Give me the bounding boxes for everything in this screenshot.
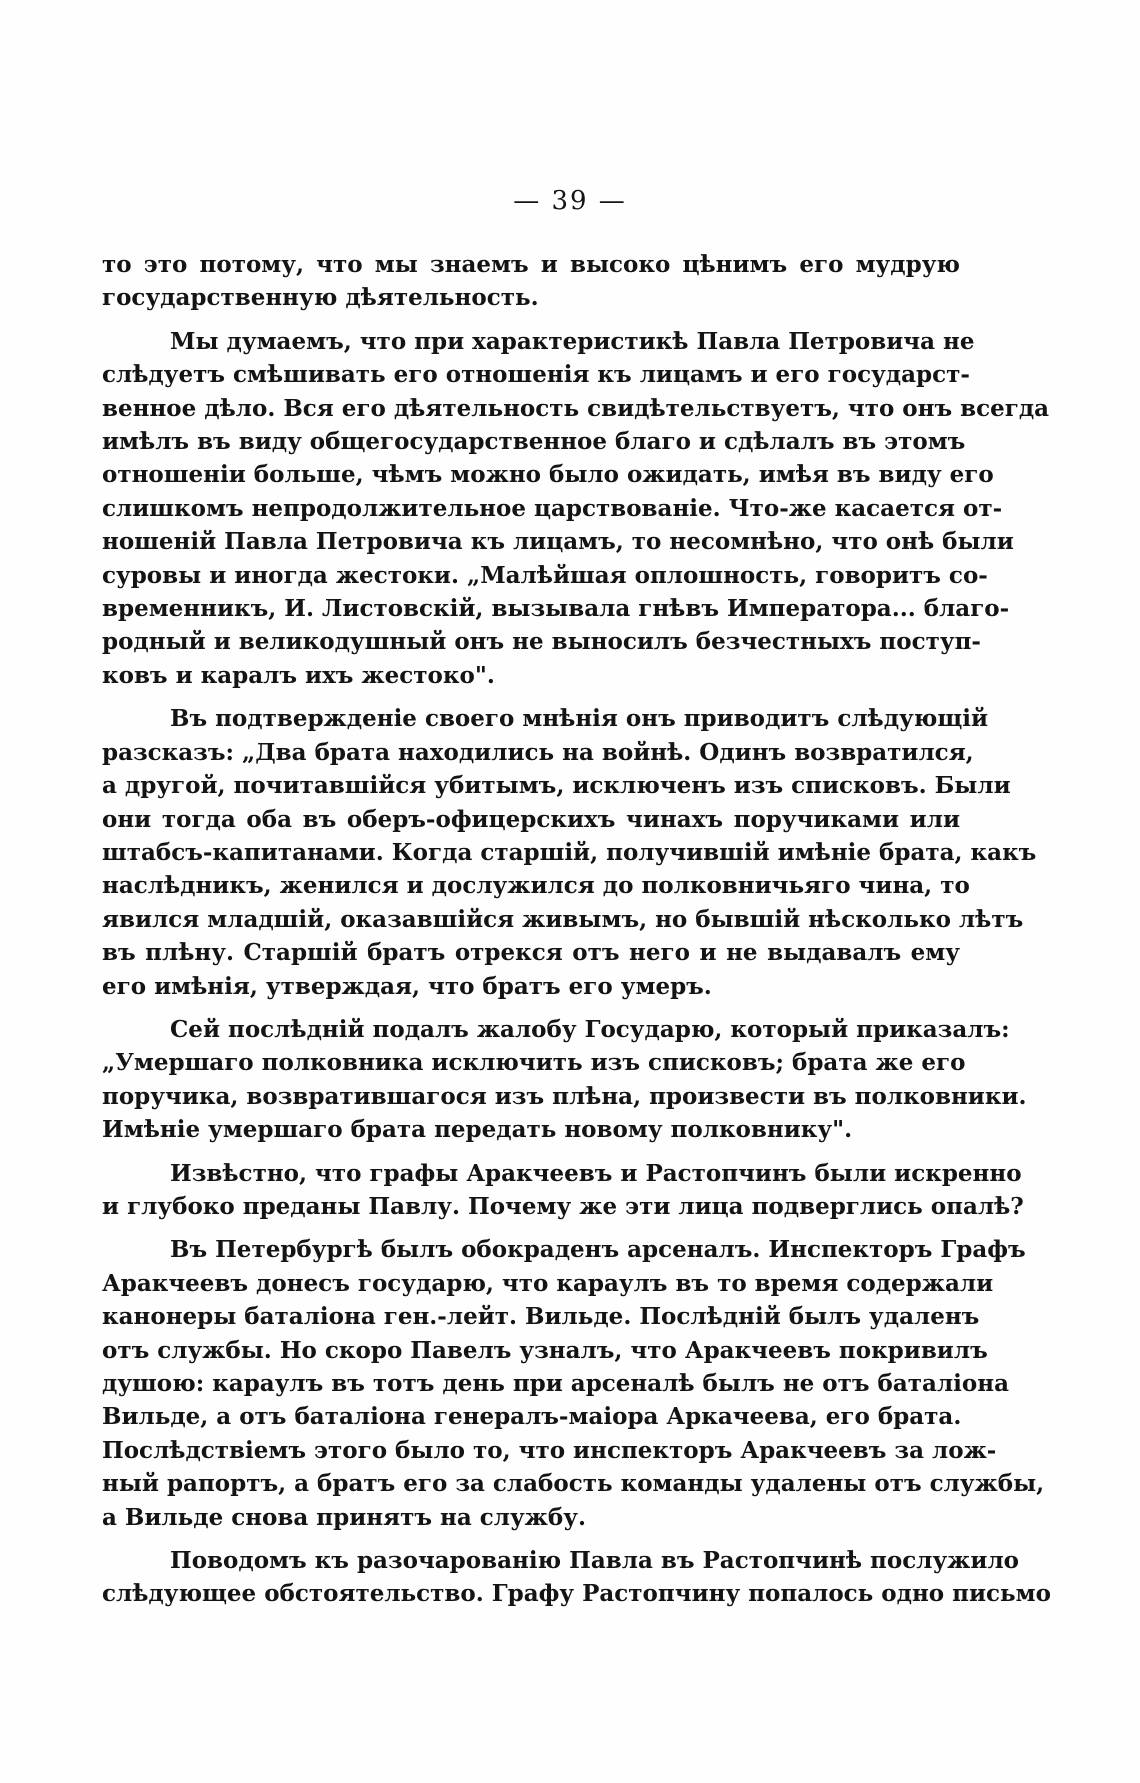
text-line: слѣдуетъ смѣшивать его отношенія къ лицамъ и его государст- [102, 361, 970, 389]
text-line: родный и великодушный онъ не выносилъ безчестныхъ поступ- [102, 628, 981, 656]
text-line: штабсъ-капитанами. Когда старшій, получившій имѣніе брата, какъ [102, 838, 1037, 866]
text-line: душою: караулъ въ тотъ день при арсеналѣ былъ не отъ баталіона [102, 1370, 1009, 1397]
text-line: Сей послѣдній подалъ жалобу Государю, который приказалъ: [170, 1015, 1010, 1043]
paragraph [102, 1233, 1045, 1534]
text-line: временникъ, И. Листовскій, вызывала гнѣвъ Императора... благо- [102, 595, 1010, 623]
paragraph [102, 1157, 1024, 1224]
text-line: разсказъ: „Два брата находились на войнѣ. Одинъ возвратился, [102, 738, 974, 766]
text-line: въ плѣну. Старшій братъ отрекся отъ него и не выдавалъ ему [102, 939, 960, 967]
text-line: отношеніи больше, чѣмъ можно было ожидать, имѣя въ виду его [102, 461, 994, 489]
text-line: Имѣніе умершаго брата передать новому полковнику". [102, 1116, 853, 1144]
text-line: „Умершаго полковника исключить изъ списковъ; брата же его [102, 1049, 966, 1077]
text-line: Мы думаемъ, что при характеристикѣ Павла Петровича не [170, 327, 975, 355]
text-line: суровы и иногда жестоки. „Малѣйшая оплошность, говоритъ со- [102, 561, 988, 589]
paragraph [102, 325, 1050, 692]
text-line: Поводомъ къ разочарованію Павла въ Растопчинѣ послужило [170, 1547, 1020, 1575]
text-line: они тогда оба въ оберъ-офицерскихъ чинахъ поручиками или [102, 805, 960, 833]
text-line: слишкомъ непродолжительное царствованіе. Что-же касается от- [102, 494, 1003, 522]
paragraph [102, 702, 1037, 1003]
text-line: Послѣдствіемъ этого было то, что инспекторъ Аракчеевъ за лож- [102, 1436, 997, 1464]
paragraph [102, 248, 960, 315]
text-line: наслѣдникъ, женился и дослужился до полковничьяго чина, то [102, 872, 970, 900]
text-line: канонеры баталіона ген.-лейт. Вильде. Послѣдній былъ удаленъ [102, 1303, 980, 1331]
paragraph [102, 1013, 1027, 1147]
text-line: Вильде, а отъ баталіона генералъ-маіора Аркачеева, его брата. [102, 1403, 962, 1431]
text-line: венное дѣло. Вся его дѣятельность свидѣтельствуетъ, что онъ всегда [102, 394, 1050, 422]
page-number: — 39 — [513, 186, 627, 216]
text-line: Въ подтвержденіе своего мнѣнія онъ приводитъ слѣдующій [170, 705, 989, 733]
text-line: государственную дѣятельность. [102, 284, 539, 312]
text-line: а Вильде снова принятъ на службу. [102, 1503, 586, 1531]
paragraph [102, 1544, 1051, 1611]
text-line: а другой, почитавшійся убитымъ, исключенъ изъ списковъ. Были [102, 772, 1011, 800]
text-line: Извѣстно, что графы Аракчеевъ и Растопчинъ были искренно [170, 1159, 1022, 1187]
text-line: то это потому, что мы знаемъ и высоко цѣнимъ его мудрую [102, 251, 960, 278]
text-line: ношеній Павла Петровича къ лицамъ, то несомнѣно, что онѣ были [102, 528, 1014, 556]
text-line: Аракчеевъ донесъ государю, что караулъ въ то время содержали [102, 1269, 994, 1297]
text-line: поручика, возвратившагося изъ плѣна, произвести въ полковники. [102, 1082, 1027, 1110]
text-line: явился младшій, оказавшійся живымъ, но бывшій нѣсколько лѣтъ [102, 905, 1024, 933]
text-line: отъ службы. Но скоро Павелъ узналъ, что Аракчеевъ покривилъ [102, 1336, 988, 1364]
text-line: слѣдующее обстоятельство. Графу Растопчину попалось одно письмо [102, 1580, 1051, 1608]
text-line: его имѣнія, утверждая, что братъ его умеръ. [102, 972, 712, 1000]
text-line: Въ Петербургѣ былъ обокраденъ арсеналъ. Инспекторъ Графъ [170, 1236, 1026, 1264]
text-line: ный рапортъ, а братъ его за слабость команды удалены отъ службы, [102, 1470, 1045, 1498]
text-line: ковъ и каралъ ихъ жестоко". [102, 661, 495, 689]
text-line: и глубоко преданы Павлу. Почему же эти лица подверглись опалѣ? [102, 1192, 1024, 1220]
body-text [102, 248, 1051, 1611]
text-line: имѣлъ въ виду общегосударственное благо и сдѣлалъ въ этомъ [102, 428, 966, 456]
